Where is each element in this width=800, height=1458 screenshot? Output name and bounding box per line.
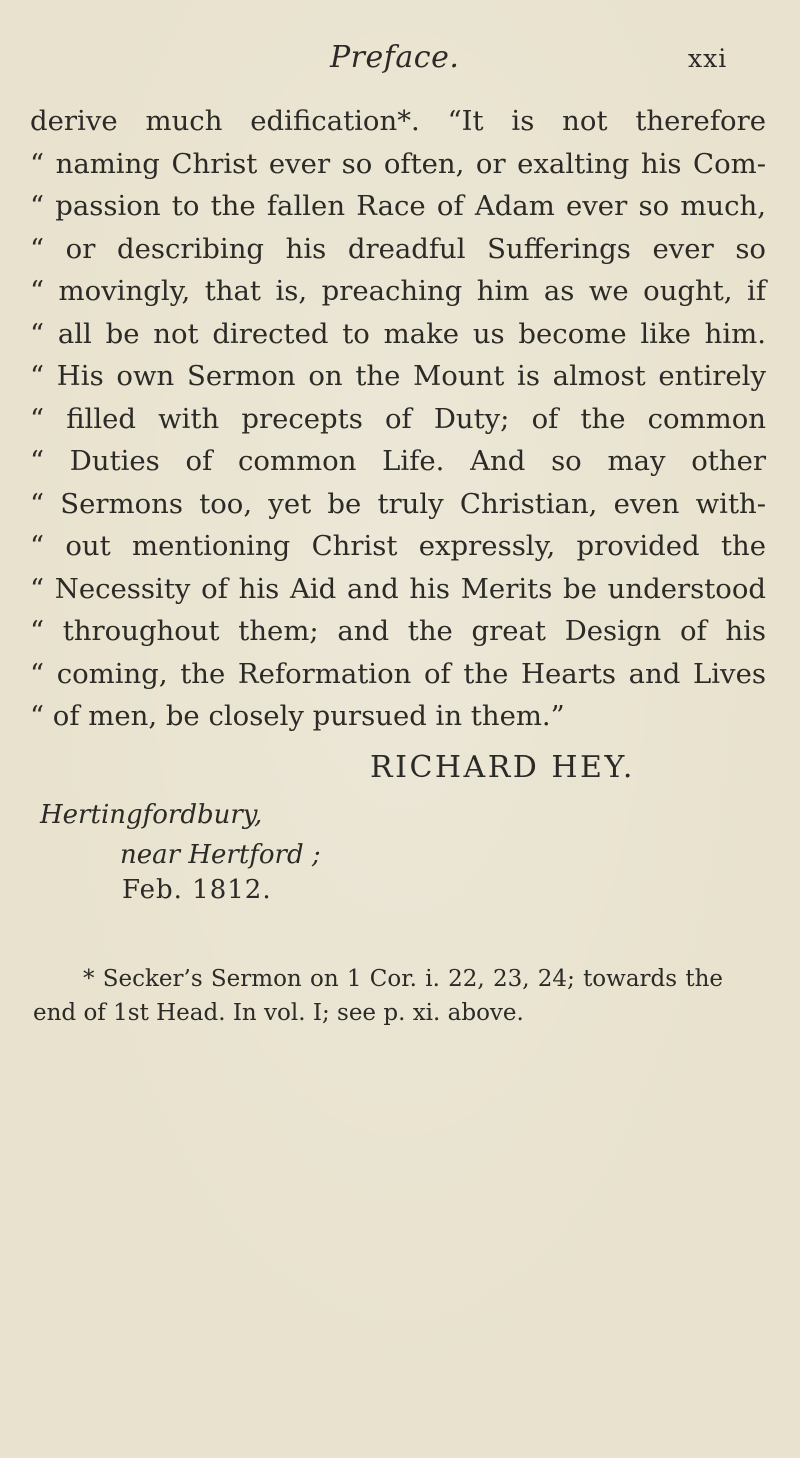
footnote-line: end of 1st Head. In vol. I; see p. xi. above.	[33, 1000, 524, 1026]
text-line: “ Sermons too, yet be truly Christian, even with-	[30, 487, 766, 520]
signature-date: Feb. 1812.	[122, 875, 272, 905]
text-line: “ out mentioning Christ expressly, provided the	[30, 530, 766, 562]
text-line: “ movingly, that is, preaching him as we ought, if	[30, 275, 766, 307]
text-line: “ or describing his dreadful Sufferings ever so	[30, 232, 766, 265]
text-line: “ coming, the Reformation of the Hearts and Lives	[30, 657, 766, 690]
text-line: derive much edification*. “It is not therefore	[30, 105, 766, 137]
text-line: “ His own Sermon on the Mount is almost entirely	[30, 360, 766, 392]
signature-name: RICHARD HEY.	[370, 750, 635, 785]
text-line: “ Duties of common Life. And so may other	[30, 445, 766, 477]
text-line: “ naming Christ ever so often, or exalting his Com-	[30, 147, 766, 180]
text-line: “ filled with precepts of Duty; of the common	[30, 402, 766, 435]
page-number: xxi	[688, 44, 728, 73]
signature-place: Hertingfordbury,	[40, 800, 263, 830]
text-line: “ of men, be closely pursued in them.”	[30, 700, 565, 732]
text-line: “ Necessity of his Aid and his Merits be understood	[30, 572, 766, 605]
text-line: “ all be not directed to make us become like him.	[30, 317, 766, 350]
signature-place-detail: near Hertford ;	[120, 840, 321, 870]
running-head	[0, 40, 800, 80]
text-line: “ passion to the fallen Race of Adam ever so much,	[30, 190, 766, 222]
running-title: Preface.	[330, 40, 460, 75]
text-line: “ throughout them; and the great Design of his	[30, 615, 766, 647]
body-paragraph	[30, 100, 766, 738]
footnote	[33, 962, 723, 1030]
footnote-line: * Secker’s Sermon on 1 Cor. i. 22, 23, 24; towards the	[83, 966, 723, 992]
